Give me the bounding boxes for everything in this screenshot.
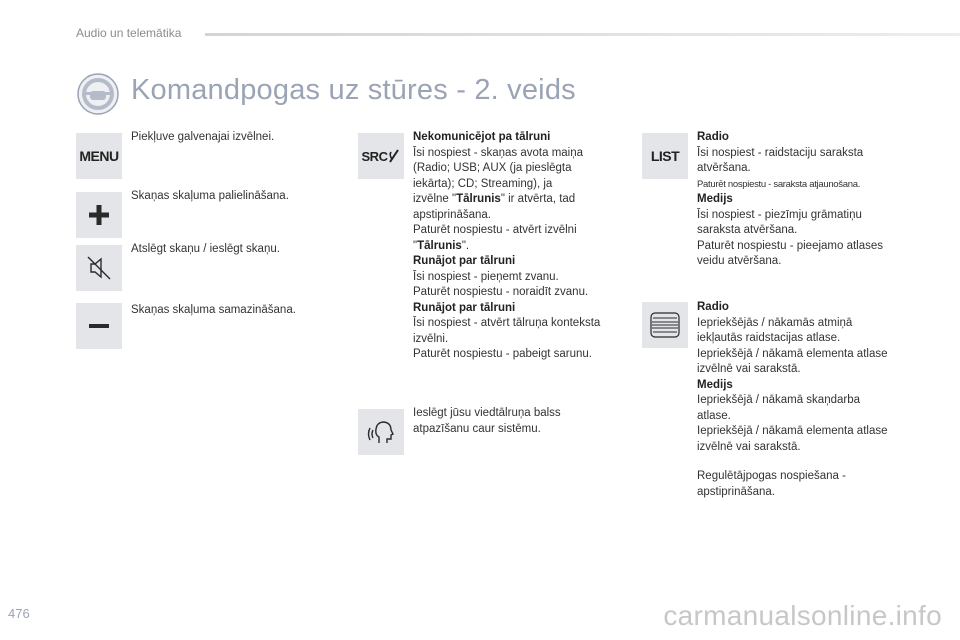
src-heading-3: Runājot par tālruni (413, 301, 516, 314)
text-part: " ir atvērta, tad (500, 193, 576, 205)
wheel-heading-radio: Radio (697, 301, 729, 313)
steering-wheel-icon (76, 72, 120, 116)
menu-description: Piekļuve galvenajai izvēlnei. (131, 131, 275, 143)
menu-label: MENU (79, 148, 119, 164)
mute-icon (76, 245, 122, 291)
plus-glyph (88, 204, 110, 226)
wheel-line: atlase. (697, 409, 731, 422)
voice-command-icon (358, 409, 404, 455)
volume-up-description: Skaņas skaļuma palielināšana. (131, 190, 289, 202)
src-description (413, 130, 600, 363)
mute-description: Atslēgt skaņu / ieslēgt skaņu. (131, 243, 280, 255)
text-part: ". (461, 239, 470, 252)
src-line: Īsi nospiest - pieņemt zvanu. (413, 270, 559, 283)
wheel-line: Iepriekšējā / nākamā elementa atlase (697, 425, 888, 437)
src-line: Paturēt nospiestu - atvērt izvēlni (413, 224, 577, 236)
src-heading-2: Runājot par tālruni (413, 255, 516, 267)
watermark: carmanualsonline.info (663, 600, 942, 631)
wheel-press-line: apstiprināšana. (697, 485, 775, 498)
src-line: izvēlni. (413, 332, 449, 345)
voice-line: Ieslēgt jūsu viedtālruņa balss (413, 407, 561, 419)
thumbwheel-glyph (648, 310, 682, 340)
list-line: saraksta atvēršana. (697, 224, 798, 236)
text-part-bold: Tālrunis (456, 193, 501, 205)
minus-glyph (88, 315, 110, 337)
list-line: Īsi nospiest - raidstaciju saraksta (697, 146, 864, 159)
src-line: Paturēt nospiestu - pabeigt sarunu. (413, 348, 593, 360)
voice-description (413, 406, 561, 437)
src-line: apstiprināšana. (413, 208, 491, 221)
minus-icon (76, 303, 122, 349)
header-rule (205, 33, 960, 36)
page-number: 476 (8, 606, 30, 621)
menu-button-icon (76, 133, 122, 179)
list-line: veidu atvēršana. (697, 255, 782, 267)
wheel-heading-media: Medijs (697, 378, 733, 391)
list-line: atvēršana. (697, 162, 751, 174)
volume-down-description: Skaņas skaļuma samazināšana. (131, 304, 296, 316)
thumbwheel-description (697, 300, 888, 455)
wheel-line: Iepriekšējā / nākamā skaņdarba (697, 394, 861, 406)
wheel-line: izvēlnē vai sarakstā. (697, 440, 801, 453)
text-part-bold: Tālrunis (417, 239, 462, 252)
list-line: Paturēt nospiestu - pieejamo atlases (697, 239, 884, 252)
list-heading-radio: Radio (697, 131, 729, 143)
wheel-line: Iepriekšējā / nākamā elementa atlase (697, 347, 888, 360)
list-label: LIST (650, 148, 680, 164)
page-title: Komandpogas uz stūres - 2. veids (131, 74, 576, 106)
plus-icon (76, 192, 122, 238)
phone-slash-icon (388, 149, 400, 163)
wheel-press-description (697, 469, 846, 500)
list-line: Īsi nospiest - piezīmju grāmatiņu (697, 208, 862, 221)
src-line: iekārta); CD; Streaming), ja (413, 177, 553, 190)
wheel-line: iekļautās raidstacijas atlase. (697, 332, 841, 344)
list-line: Paturēt nospiestu - saraksta atjaunošana. (697, 178, 861, 190)
src-label: SRC (361, 148, 388, 164)
src-line: Īsi nospiest - atvērt tālruņa konteksta (413, 317, 601, 329)
text-part: izvēlne " (413, 193, 457, 205)
src-phone-button-icon (358, 133, 404, 179)
voice-line: atpazīšanu caur sistēmu. (413, 422, 541, 435)
voice-head-glyph (366, 417, 396, 447)
wheel-line: izvēlnē vai sarakstā. (697, 363, 801, 375)
src-line: Īsi nospiest - skaņas avota maiņa (413, 146, 584, 159)
section-header: Audio un telemātika (76, 26, 182, 40)
wheel-press-line: Regulētājpogas nospiešana - (697, 470, 846, 482)
thumbwheel-icon (642, 302, 688, 348)
list-heading-media: Medijs (697, 193, 733, 205)
mute-speaker-glyph (84, 253, 114, 283)
src-heading-1: Nekomunicējot pa tālruni (413, 131, 551, 143)
text-part: " (413, 239, 418, 252)
src-line: (Radio; USB; AUX (ja pieslēgta (413, 162, 572, 174)
list-description (697, 130, 883, 270)
list-button-icon (642, 133, 688, 179)
src-line (413, 239, 600, 255)
src-line: Paturēt nospiestu - noraidīt zvanu. (413, 286, 589, 298)
wheel-line: Iepriekšējās / nākamās atmiņā (697, 316, 853, 329)
src-line (413, 192, 600, 208)
